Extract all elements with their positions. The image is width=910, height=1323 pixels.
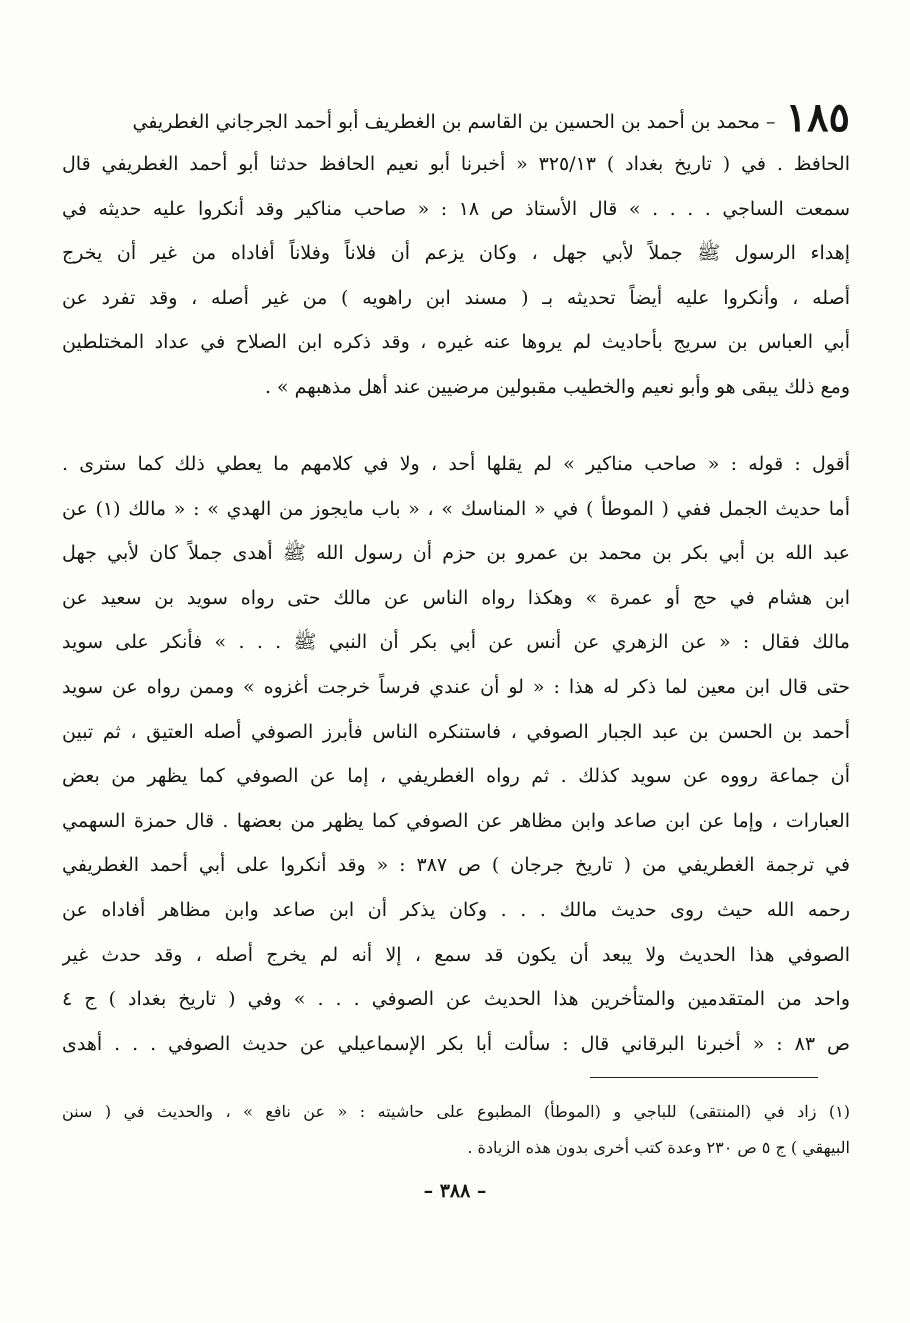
comment-line: مالك فقال : « عن الزهري عن أنس عن أبي بكر أن النبي ﷺ . . . » فأنكر على سويد <box>62 631 850 654</box>
comment-line: أن جماعة رووه عن سويد كذلك . ثم رواه الغطريفي ، إما عن الصوفي كما يظهر من بعض <box>62 765 850 788</box>
footnote <box>62 1094 850 1166</box>
entry-line: أصله ، وأنكروا عليه أيضاً تحديثه بـ ( مسند ابن راهويه ) من غير أصله ، وقد تفرد عن <box>62 286 850 309</box>
comment-line: الصوفي هذا الحديث ولا يبعد أن يكون قد سمع ، إلا أنه لم يخرج أصله ، وقد حدث غير <box>62 943 850 966</box>
entry-line: ومع ذلك يبقى هو وأبو نعيم والخطيب مقبولين مرضيين عند أهل مذهبهم » . <box>264 375 850 398</box>
comment-line: العبارات ، وإما عن ابن صاعد وابن مظاهر عن الصوفي كما يظهر من بعضها . قال حمزة السهمي <box>62 809 850 832</box>
entry-heading: – محمد بن أحمد بن الحسين بن القاسم بن الغطريف أبو أحمد الجرجاني الغطريفي <box>132 111 776 133</box>
entry-number: ١٨٥ <box>785 94 850 141</box>
comment-line: في ترجمة الغطريفي من ( تاريخ جرجان ) ص ٣٨٧ : « وقد أنكروا على أبي أحمد الغطريفي <box>62 854 850 877</box>
entry-line: إهداء الرسول ﷺ جملاً لأبي جهل ، وكان يزعم أن فلاناً وفلاناً أفاداه من غير أن يخرج <box>62 242 850 265</box>
comment-line: ص ٨٣ : « أخبرنا البرقاني قال : سألت أبا بكر الإسماعيلي عن حديث الصوفي . . . أهدى <box>62 1032 850 1055</box>
comment-line: أقول : قوله : « صاحب مناكير » لم يقلها أحد ، ولا في كلامهم ما يعطي ذلك كما سترى . <box>62 453 850 475</box>
footnote-line: (١) زاد في (المنتقى) للباجي و (الموطأ) المطبوع على حاشيته : « عن نافع » ، والحديث في ( سنن <box>62 1102 850 1121</box>
entry-line: سمعت الساجي . . . . » قال الأستاذ ص ١٨ : « صاحب مناكير وقد أنكروا عليه حديثه في <box>62 197 850 220</box>
comment-line: رحمه الله حيث روى حديث مالك . . . وكان يذكر أن ابن صاعد وابن مظاهر أفاداه عن <box>62 898 850 921</box>
biography-entry <box>62 94 850 410</box>
entry-heading-line <box>62 94 850 142</box>
comment-line: حتى قال ابن معين لما ذكر له هذا : « لو أن عندي فرساً خرجت أغزوه » وممن رواه عن سويد <box>62 675 850 698</box>
comment-line: أحمد بن الحسن بن عبد الجبار الصوفي ، فاستنكره الناس فأبرز الصوفي أصله العتيق ، ثم تبين <box>62 720 850 743</box>
author-comment <box>62 442 850 1066</box>
footnote-divider <box>590 1077 818 1078</box>
footnote-line: البيهقي ) ج ٥ ص ٢٣٠ وعدة كتب أخرى بدون هذه الزيادة . <box>467 1138 850 1157</box>
comment-line: واحد من المتقدمين والمتأخرين هذا الحديث عن الصوفي . . . » وفي ( تاريخ بغداد ) ج ٤ <box>62 988 850 1011</box>
comment-line: ابن هشام في حج أو عمرة » وهكذا رواه الناس عن مالك حتى رواه سويد بن سعيد عن <box>62 586 850 609</box>
comment-line: أما حديث الجمل ففي ( الموطأ ) في « المناسك » ، « باب مايجوز من الهدي » : « مالك (١) عن <box>62 497 850 520</box>
entry-line: الحافظ . في ( تاريخ بغداد ) ٣٢٥/١٣ « أخبرنا أبو نعيم الحافظ حدثنا أبو أحمد الغطريفي قال <box>62 153 850 175</box>
entry-line: أبي العباس بن سريج بأحاديث لم يروها عنه غيره ، وقد ذكره ابن الصلاح في عداد المختلطين <box>62 331 850 354</box>
page-number: – ٣٨٨ – <box>423 1180 487 1202</box>
comment-line: عبد الله بن أبي بكر بن محمد بن عمرو بن حزم أن رسول الله ﷺ أهدى جملاً كان لأبي جهل <box>62 542 850 565</box>
